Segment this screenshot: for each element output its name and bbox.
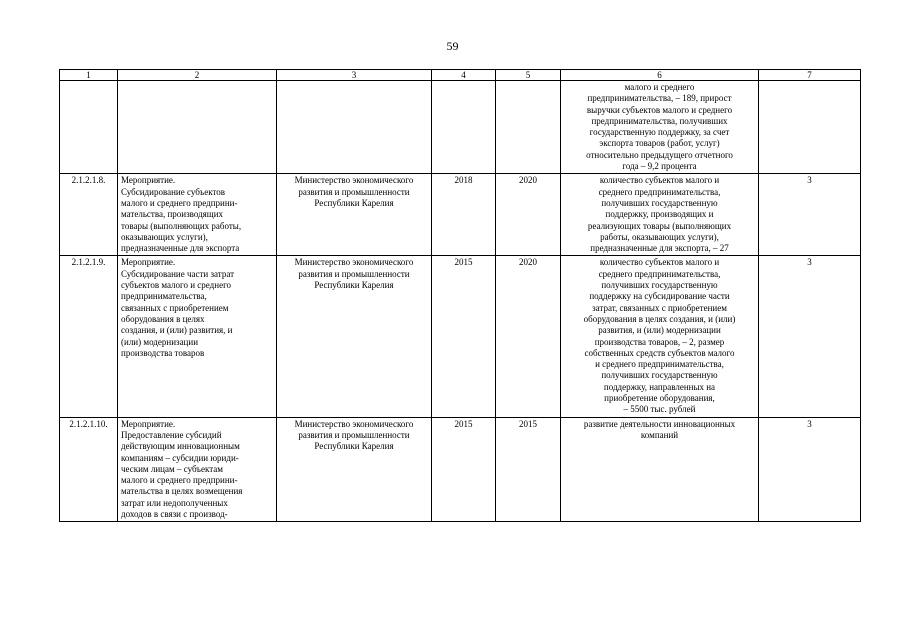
text-line: количество субъектов малого и (599, 257, 720, 268)
text-line: Предоставление субсидий (121, 429, 222, 440)
cell-text: 2020 (519, 257, 537, 268)
activities-table (59, 69, 861, 522)
cell-col7 (759, 174, 861, 256)
text-line: среднего предпринимательства, (598, 186, 721, 197)
cell-start-year (432, 174, 496, 256)
text-line: Республики Карелия (314, 280, 394, 291)
text-line: государственную поддержку, за счет (589, 127, 730, 138)
cell-text: 2.1.2.1.9. (71, 257, 106, 268)
text-line: поддержку на субсидирование части (589, 291, 730, 302)
cell-number (60, 174, 118, 256)
cell-text: 2015 (454, 418, 473, 429)
cell-event (118, 174, 277, 256)
text-line: Мероприятие. (121, 175, 176, 186)
cell-number (60, 81, 118, 174)
text-line: предназначенные для экспорта, – 27 (590, 243, 729, 254)
text-line: года – 9,2 процента (622, 161, 697, 172)
table-row (60, 81, 861, 174)
cell-text: 3 (807, 175, 812, 186)
cell-text: 3 (807, 257, 812, 268)
cell-executor (277, 417, 432, 522)
text-line: ческим лицам – субъектам (121, 463, 223, 474)
text-line: Республики Карелия (314, 197, 394, 208)
text-line: развитие деятельности инновационных (583, 418, 736, 429)
text-line: Мероприятие. (121, 418, 176, 429)
cell-text: 2020 (519, 175, 537, 186)
table-row (60, 256, 861, 417)
text-line: – 5500 тыс. рублей (623, 404, 696, 415)
text-line: предпринимательства, – 189, прирост (587, 93, 732, 104)
cell-start-year (432, 417, 496, 522)
text-line: оборудования в целях (121, 313, 205, 324)
text-line: реализующих товары (выполняющих (587, 220, 732, 231)
text-line: экспорта товаров (работ, услуг) (599, 138, 720, 149)
text-line: затрат или недополученных (121, 497, 228, 508)
text-line: мательства в целях возмещения (121, 486, 243, 497)
cell-text: 2015 (519, 418, 537, 429)
text-line: мательства, производящих (121, 209, 224, 220)
text-line: производства товаров, – 2, размер (594, 336, 725, 347)
text-line: предпринимательства, получивших (591, 115, 728, 126)
text-line: среднего предпринимательства, (598, 268, 721, 279)
cell-end-year (496, 417, 561, 522)
text-line: собственных средств субъектов малого (584, 347, 735, 358)
text-line: производства товаров (121, 347, 205, 358)
cell-result (561, 174, 759, 256)
cell-result (561, 256, 759, 417)
text-line: компаний (640, 429, 679, 440)
table-body (60, 81, 861, 522)
cell-executor (277, 256, 432, 417)
text-line: (или) модернизации (121, 336, 199, 347)
column-header: 6 (561, 70, 759, 81)
text-line: затрат, связанных с приобретением (592, 302, 727, 313)
text-line: поддержку, направленных на (603, 381, 716, 392)
text-line: товары (выполняющих работы, (121, 220, 242, 231)
cell-event (118, 81, 277, 174)
table-row (60, 174, 861, 256)
text-line: Мероприятие. (121, 257, 176, 268)
text-line: связанных с приобретением (121, 302, 229, 313)
text-line: получивших государственную (601, 197, 718, 208)
text-line: Субсидирование субъектов (121, 186, 226, 197)
cell-col7 (759, 417, 861, 522)
text-line: оказывающих услуги), (121, 231, 208, 242)
text-line: Министерство экономического (294, 418, 414, 429)
text-line: Министерство экономического (294, 257, 414, 268)
text-line: работы, оказывающих услуги), (600, 231, 719, 242)
text-line: действующим инновационным (121, 441, 240, 452)
text-line: развития и промышленности (298, 429, 410, 440)
cell-result (561, 81, 759, 174)
text-line: Министерство экономического (294, 175, 414, 186)
column-header: 5 (496, 70, 561, 81)
column-header: 4 (432, 70, 496, 81)
text-line: компаниям – субсидии юриди- (121, 452, 239, 463)
text-line: выручки субъектов малого и среднего (586, 104, 733, 115)
text-line: предназначенные для экспорта (121, 243, 240, 254)
cell-event (118, 256, 277, 417)
table-row (60, 417, 861, 522)
cell-text: 2.1.2.1.8. (71, 175, 106, 186)
text-line: получивших государственную (601, 370, 718, 381)
cell-text: 2018 (454, 175, 473, 186)
text-line: субъектов малого и среднего (121, 280, 232, 291)
cell-event (118, 417, 277, 522)
cell-executor (277, 174, 432, 256)
cell-result (561, 417, 759, 522)
cell-executor (277, 81, 432, 174)
cell-start-year (432, 81, 496, 174)
text-line: развития, и (или) модернизации (598, 325, 721, 336)
text-line: малого и среднего предприни- (121, 475, 238, 486)
text-line: Республики Карелия (314, 441, 394, 452)
cell-col7 (759, 81, 861, 174)
cell-number (60, 417, 118, 522)
cell-end-year (496, 81, 561, 174)
cell-end-year (496, 256, 561, 417)
text-line: относительно предыдущего отчетного (586, 149, 733, 160)
cell-start-year (432, 256, 496, 417)
text-line: развития и промышленности (298, 186, 410, 197)
cell-number (60, 256, 118, 417)
column-number-row (60, 70, 861, 81)
cell-text: 2015 (454, 257, 473, 268)
cell-col7 (759, 256, 861, 417)
column-header: 3 (277, 70, 432, 81)
page-number: 59 (446, 39, 459, 53)
cell-text: 3 (807, 418, 812, 429)
text-line: количество субъектов малого и (599, 175, 720, 186)
text-line: поддержку, производящих и (605, 209, 714, 220)
column-header: 1 (60, 70, 118, 81)
text-line: развития и промышленности (298, 268, 410, 279)
text-line: и среднего предпринимательства, (595, 359, 724, 370)
text-line: приобретение оборудования, (604, 393, 715, 404)
text-line: оборудования в целях создания, и (или) (583, 313, 736, 324)
text-line: доходов в связи с производ- (121, 508, 228, 519)
cell-end-year (496, 174, 561, 256)
cell-text: 2.1.2.1.10. (69, 418, 108, 429)
column-header: 7 (759, 70, 861, 81)
text-line: Субсидирование части затрат (121, 268, 235, 279)
text-line: получивших государственную (601, 280, 718, 291)
text-line: малого и среднего предприни- (121, 197, 238, 208)
text-line: предпринимательства, (121, 291, 207, 302)
column-header: 2 (118, 70, 277, 81)
text-line: малого и среднего (624, 82, 695, 92)
text-line: создания, и (или) развития, и (121, 325, 233, 336)
